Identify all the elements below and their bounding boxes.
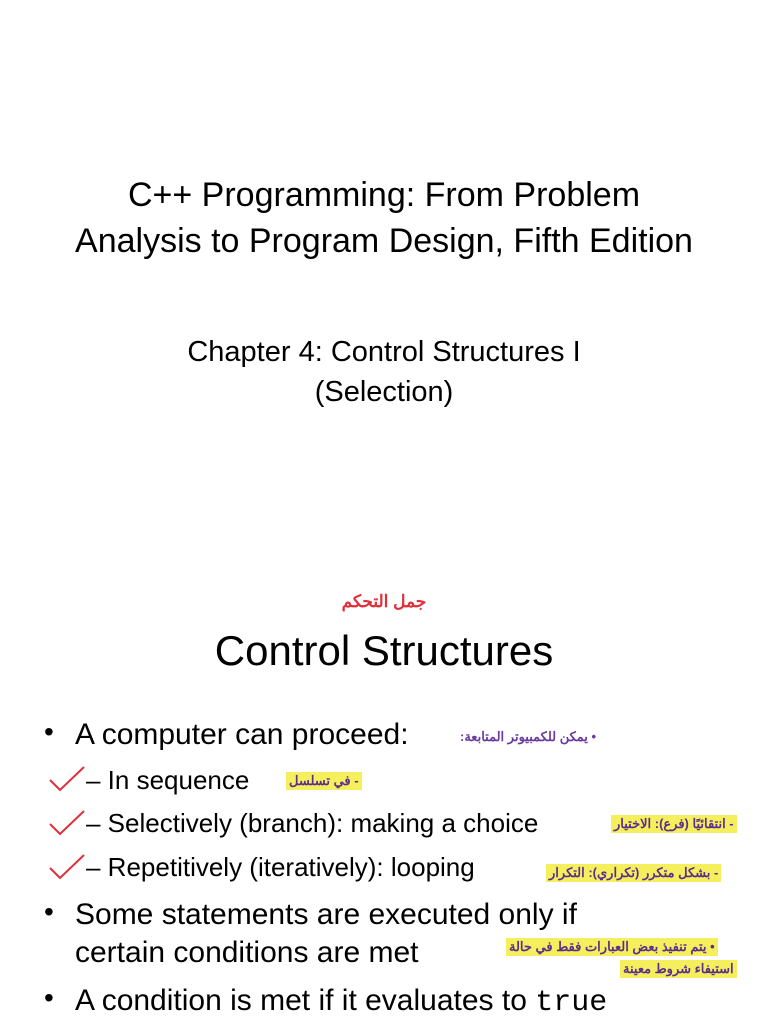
code-true: true [535,986,608,1020]
arabic-heading: جمل التحكم [341,592,427,611]
checkmark-icon [48,808,86,838]
bullet-2-line-2: certain conditions are met [75,936,419,969]
chapter-title-line-2: (Selection) [314,376,454,408]
bullet-1-text: A computer can proceed: [75,718,409,751]
slide-title: Control Structures [214,627,554,674]
chapter-title-line-1: Chapter 4: Control Structures I [187,336,581,368]
sub-item-2-note: - انتقائيًا (فرع): الاختيار [611,815,737,833]
sub-item-2-text: – Selectively (branch): making a choice [86,808,539,838]
bullet-2-note-line-2: استيفاء شروط معينة [620,960,737,978]
book-title [0,172,768,264]
checkmark-icon [48,764,86,794]
bullet-dot: • [44,982,54,1013]
sub-item-3-text: – Repetitively (iteratively): looping [86,852,475,882]
bullet-3-text [75,984,607,1020]
bullet-1-note: • يمكن للكمبيوتر المتابعة: [460,729,597,744]
sub-item-1-note: - في تسلسل [286,772,362,790]
slide-2 [0,540,768,1024]
bullet-3-label: A condition is met if it evaluates to [75,984,527,1017]
bullet-2-line-1: Some statements are executed only if [75,898,577,931]
chapter-title [0,332,768,412]
checkmark-icon [48,852,86,882]
sub-item-1-text: – In sequence [86,765,250,795]
bullet-2-note-line-1: • يتم تنفيذ بعض العبارات فقط في حالة [506,938,718,956]
book-title-line-1: C++ Programming: From Problem [127,176,641,214]
sub-item-3-note: - بشكل متكرر (تكراري): التكرار [546,864,721,882]
bullet-dot: • [44,896,54,927]
book-title-line-2: Analysis to Program Design, Fifth Edition [75,222,693,260]
bullet-dot: • [44,716,54,747]
